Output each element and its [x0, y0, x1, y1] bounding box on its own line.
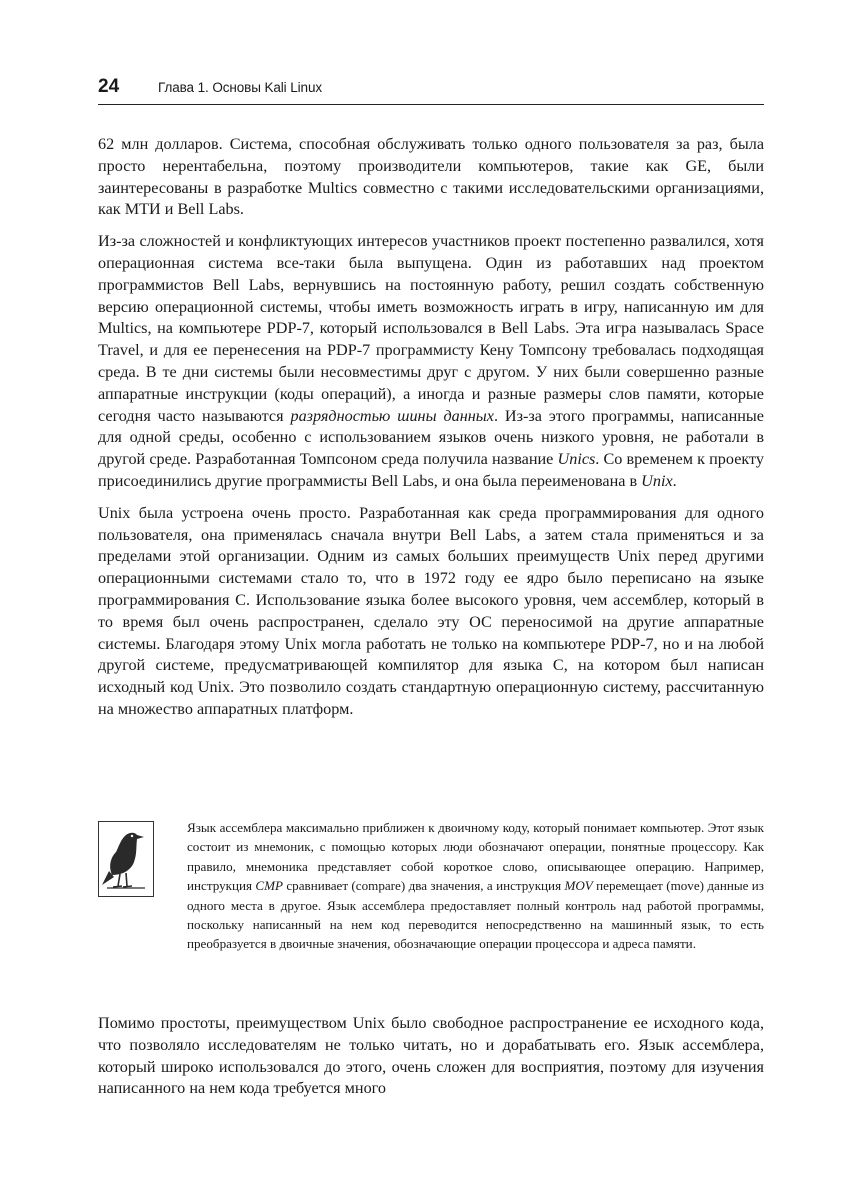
note-text-3: перемещает (move) данные из одного места в другое. Язык ассемблера предоставляет полный контроль над работой программы, поскольку написанный на нем код переводится непосредственно на машинный язык, то есть преобразуется в двоичные значения, обозначающие операции процессора и адреса памяти. — [187, 878, 764, 952]
paragraph-2-text-2: . Из-за этого программы, написанные для одной среды, особенно с использованием языков очень низкого уровня, не работали в другой среде. Разработанная Томпсоном среда получила название — [98, 406, 764, 469]
main-text — [98, 134, 764, 721]
note-text-1: Язык ассемблера максимально приближен к двоичному коду, который понимает компьютер. Этот язык состоит из мнемоник, с помощью которых люди обозначают операции, понятные процессору. Как правило, мнемоника представляет собой короткое слово, описывающее операцию. Например, инструкция — [187, 820, 764, 894]
paragraph-2-text-3: . Со временем к проекту присоединились другие программисты Bell Labs, и она была переименована в — [98, 450, 764, 490]
paragraph-2-text-4: . — [672, 471, 677, 490]
chapter-title: Глава 1. Основы Kali Linux — [158, 80, 323, 95]
paragraph-2-term-unics: Unics — [557, 450, 596, 469]
crow-icon — [98, 821, 154, 897]
paragraph-2-term-data-bus: разрядностью шины данных — [290, 406, 494, 425]
note-text — [187, 818, 764, 954]
note-term-cmp: CMP — [255, 878, 284, 894]
note-box — [98, 818, 764, 978]
page-header — [98, 76, 764, 105]
paragraph-1: 62 млн долларов. Система, способная обслуживать только одного пользователя за раз, была просто нерентабельна, поэтому производители компьютеров, такие как GE, были заинтересованы в разработке Multics совместно с такими исследовательскими организациями, как МТИ и Bell Labs. — [98, 135, 764, 219]
continued-text — [98, 1013, 764, 1100]
paragraph-4: Помимо простоты, преимуществом Unix было свободное распространение ее исходного кода, что позволяло исследователям не только читать, но и дорабатывать его. Язык ассемблера, который широко использовался до этого, очень сложен для восприятия, поэтому для изучения написанного на нем кода требуется много — [98, 1014, 764, 1098]
paragraph-2-term-unix: Unix — [641, 471, 673, 490]
note-text-2: сравнивает (compare) два значения, а инструкция — [283, 878, 565, 894]
note-term-mov: MOV — [564, 878, 593, 894]
paragraph-2-text-1: Из-за сложностей и конфликтующих интересов участников проект постепенно развалился, хотя операционная система все-таки была выпущена. Один из работавших над проектом программистов Bell Labs, вернувшись на постоянную работу, решил создать собственную версию операционной системы, чтобы иметь возможность играть в игру, написанную им для Multics, на компьютере PDP-7, который использовался в Bell Labs. Эта игра называлась Space Travel, и для ее перенесения на PDP-7 программисту Кену Томпсону требовалась подходящая среда. В те дни системы были несовместимы друг с другом. У них были совершенно разные аппаратные инструкции (коды операций), а иногда и разные размеры слов памяти, которые сегодня часто называются — [98, 232, 764, 425]
page-number: 24 — [98, 76, 120, 97]
paragraph-3: Unix была устроена очень просто. Разработанная как среда программирования для одного пользователя, она применялась сначала внутри Bell Labs, а затем стала применяться и за пределами этой организации. Одним из самых больших преимуществ Unix перед другими операционными системами стало то, что в 1972 году ее ядро было переписано на языке программирования C. Использование языка более высокого уровня, чем ассемблер, который в то время был очень распространен, сделало эту ОС переносимой на другие аппаратные системы. Благодаря этому Unix могла работать не только на компьютере PDP-7, но и на любой другой системе, предусматривающей компилятор для языка C, на котором был написан исходный код Unix. Это позволило создать стандартную операционную систему, рассчитанную на множество аппаратных платформ. — [98, 503, 764, 718]
paragraph-2 — [98, 231, 764, 493]
